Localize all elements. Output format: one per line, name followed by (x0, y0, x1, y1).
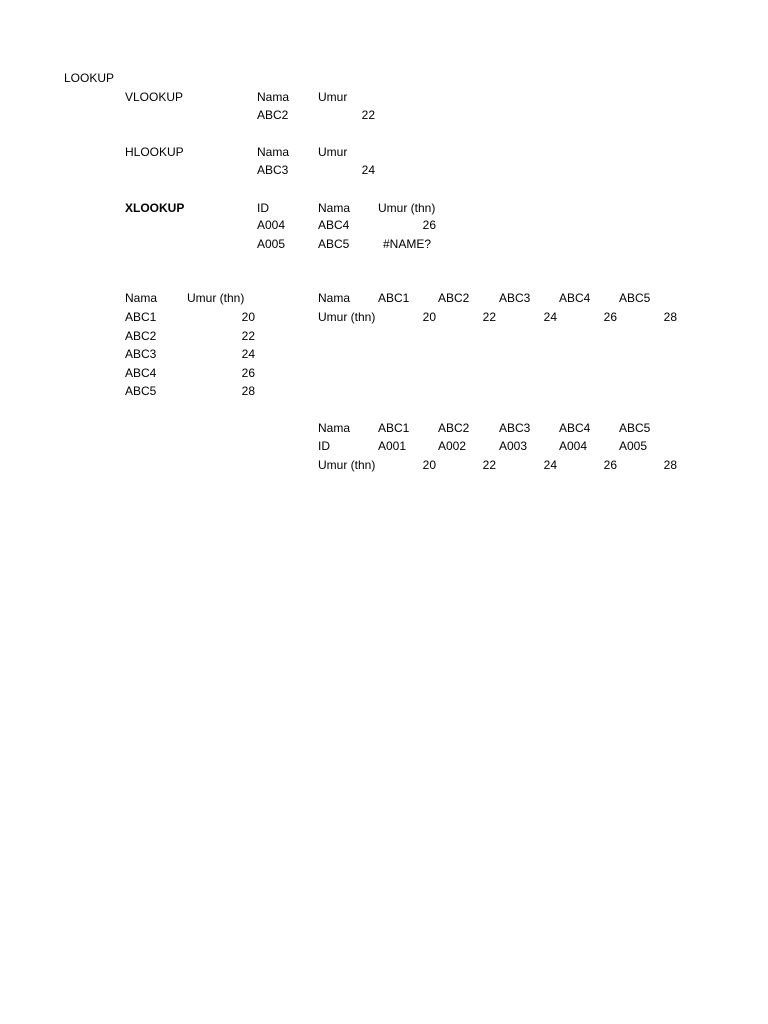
htable-name: ABC4 (559, 291, 591, 305)
xlookup-header-nama: Nama (318, 201, 351, 215)
htable2-label-id: ID (318, 439, 330, 453)
htable-age: 26 (603, 310, 617, 324)
vtable-header-umur: Umur (thn) (187, 291, 245, 305)
vlookup-header-nama: Nama (257, 90, 290, 104)
vtable-row-umur: 22 (241, 329, 255, 343)
vtable-row-umur: 28 (241, 384, 255, 398)
vtable-row-umur: 26 (241, 366, 255, 380)
vtable-row-umur: 20 (241, 310, 255, 324)
htable2-id: A003 (499, 439, 528, 453)
htable2-age: 26 (603, 458, 617, 472)
xlookup-row-nama: ABC5 (318, 237, 350, 251)
htable-age: 28 (663, 310, 677, 324)
htable-age: 22 (482, 310, 496, 324)
vlookup-label: VLOOKUP (125, 90, 184, 104)
htable2-id: A002 (438, 439, 467, 453)
htable2-age: 24 (543, 458, 557, 472)
htable-label-umur: Umur (thn) (318, 310, 376, 324)
htable2-age: 22 (482, 458, 496, 472)
htable2-label-umur: Umur (thn) (318, 458, 376, 472)
vtable-row-nama: ABC4 (125, 366, 157, 380)
htable2-name: ABC1 (378, 421, 410, 435)
htable-age: 20 (422, 310, 436, 324)
htable-name: ABC5 (619, 291, 651, 305)
htable2-name: ABC3 (499, 421, 531, 435)
xlookup-row-umur: 26 (422, 218, 436, 232)
vtable-header-nama: Nama (125, 291, 158, 305)
xlookup-row-id: A005 (257, 237, 286, 251)
xlookup-header-id: ID (257, 201, 269, 215)
xlookup-row-umur-error: #NAME? (382, 237, 432, 251)
vtable-row-umur: 24 (241, 347, 255, 361)
xlookup-row-nama: ABC4 (318, 218, 350, 232)
htable-name: ABC2 (438, 291, 470, 305)
vtable-row-nama: ABC2 (125, 329, 157, 343)
hlookup-label: HLOOKUP (125, 145, 184, 159)
vlookup-nama-value: ABC2 (257, 108, 289, 122)
hlookup-header-umur: Umur (318, 145, 348, 159)
htable-age: 24 (543, 310, 557, 324)
htable-name: ABC3 (499, 291, 531, 305)
htable2-age: 20 (422, 458, 436, 472)
htable2-id: A001 (378, 439, 407, 453)
hlookup-nama-value: ABC3 (257, 163, 289, 177)
vtable-row-nama: ABC3 (125, 347, 157, 361)
hlookup-header-nama: Nama (257, 145, 290, 159)
htable-name: ABC1 (378, 291, 410, 305)
htable2-name: ABC2 (438, 421, 470, 435)
htable2-name: ABC5 (619, 421, 651, 435)
htable2-id: A005 (619, 439, 648, 453)
hlookup-umur-value: 24 (361, 163, 375, 177)
xlookup-header-umur: Umur (thn) (378, 201, 436, 215)
htable2-age: 28 (663, 458, 677, 472)
vlookup-header-umur: Umur (318, 90, 348, 104)
htable2-name: ABC4 (559, 421, 591, 435)
xlookup-label: XLOOKUP (125, 201, 185, 215)
vtable-row-nama: ABC5 (125, 384, 157, 398)
sheet-title: LOOKUP (64, 71, 115, 85)
htable2-id: A004 (559, 439, 588, 453)
xlookup-row-id: A004 (257, 218, 286, 232)
htable-label-nama: Nama (318, 291, 351, 305)
vlookup-umur-value: 22 (361, 108, 375, 122)
htable2-label-nama: Nama (318, 421, 351, 435)
vtable-row-nama: ABC1 (125, 310, 157, 324)
